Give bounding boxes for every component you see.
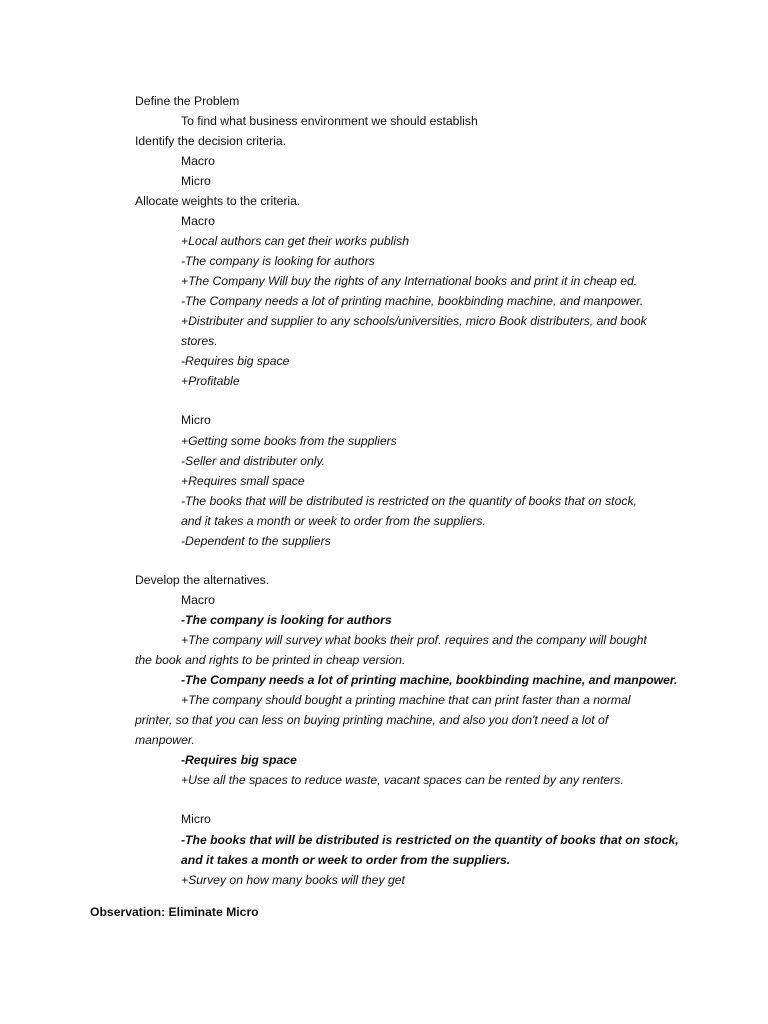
weights-macro-line: stores. — [181, 334, 218, 348]
observation-text: Observation: Eliminate Micro — [90, 905, 259, 919]
alternatives-macro-solution: +The company will survey what books their prof. requires and the company will bought — [181, 633, 647, 647]
alternatives-macro-solution: printer, so that you can less on buying printing machine, and also you don't need a lot of — [135, 713, 609, 727]
heading-define-problem: Define the Problem — [135, 94, 240, 108]
problem-statement: To find what business environment we should establish — [181, 114, 478, 128]
alternatives-micro-issue: and it takes a month or week to order from the suppliers. — [181, 853, 511, 867]
alternatives-macro-solution: the book and rights to be printed in cheap version. — [135, 653, 406, 667]
heading-develop-alternatives: Develop the alternatives. — [135, 573, 270, 587]
alternatives-macro-issue: -The Company needs a lot of printing machine, bookbinding machine, and manpower. — [181, 673, 678, 687]
heading-identify-criteria: Identify the decision criteria. — [135, 134, 287, 148]
weights-macro-line: +Local authors can get their works publish — [181, 234, 409, 248]
alternatives-macro-solution: +The company should bought a printing machine that can print faster than a normal — [181, 693, 631, 707]
criteria-item-micro: Micro — [181, 174, 211, 188]
alternatives-macro-label: Macro — [181, 593, 215, 607]
alternatives-macro-solution: +Use all the spaces to reduce waste, vacant spaces can be rented by any renters. — [181, 773, 624, 787]
weights-micro-line: -The books that will be distributed is restricted on the quantity of books that on stock, — [181, 494, 637, 508]
alternatives-micro-solution: +Survey on how many books will they get — [181, 873, 405, 887]
weights-micro-line: +Getting some books from the suppliers — [181, 434, 397, 448]
alternatives-micro-label: Micro — [181, 812, 211, 826]
weights-macro-line: -The company is looking for authors — [181, 254, 375, 268]
weights-macro-line: +The Company Will buy the rights of any International books and print it in cheap ed. — [181, 274, 638, 288]
weights-macro-line: +Profitable — [181, 374, 240, 388]
weights-macro-label: Macro — [181, 214, 215, 228]
weights-micro-line: -Dependent to the suppliers — [181, 534, 331, 548]
alternatives-micro-issue: -The books that will be distributed is restricted on the quantity of books that on stock, — [181, 833, 679, 847]
weights-micro-line: and it takes a month or week to order from the suppliers. — [181, 514, 486, 528]
alternatives-macro-issue: -Requires big space — [181, 753, 297, 767]
alternatives-macro-issue: -The company is looking for authors — [181, 613, 392, 627]
weights-micro-line: +Requires small space — [181, 474, 305, 488]
weights-micro-label: Micro — [181, 413, 211, 427]
weights-macro-line: -Requires big space — [181, 354, 290, 368]
alternatives-macro-solution: manpower. — [135, 733, 195, 747]
weights-micro-line: -Seller and distributer only. — [181, 454, 326, 468]
heading-allocate-weights: Allocate weights to the criteria. — [135, 194, 301, 208]
criteria-item-macro: Macro — [181, 154, 215, 168]
weights-macro-line: -The Company needs a lot of printing machine, bookbinding machine, and manpower. — [181, 294, 644, 308]
weights-macro-line: +Distributer and supplier to any schools/universities, micro Book distributers, and book — [181, 314, 647, 328]
